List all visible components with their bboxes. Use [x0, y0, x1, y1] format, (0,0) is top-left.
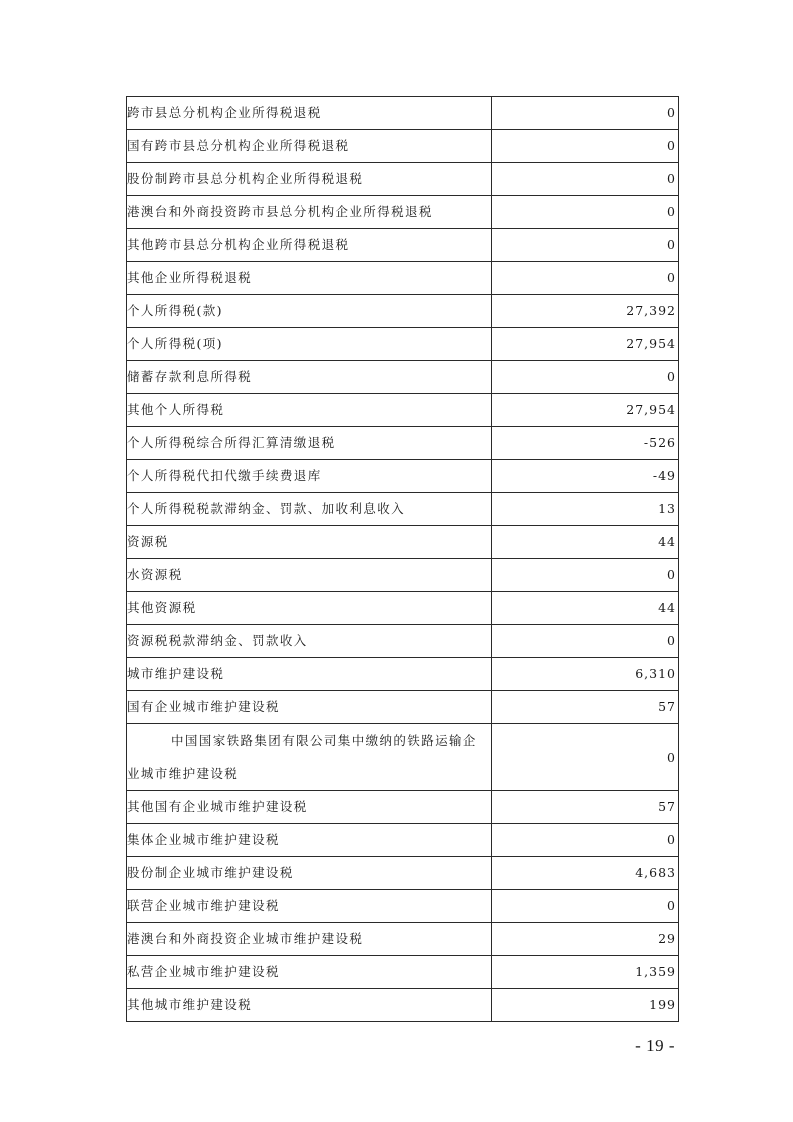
- item-name: 国有企业城市维护建设税: [127, 691, 492, 724]
- item-name: 港澳台和外商投资跨市县总分机构企业所得税退税: [127, 196, 492, 229]
- item-value: 4,683: [492, 857, 679, 890]
- item-name: 跨市县总分机构企业所得税退税: [127, 97, 492, 130]
- item-name-line1: 中国国家铁路集团有限公司集中缴纳的铁路运输企: [171, 733, 477, 748]
- item-name: 股份制企业城市维护建设税: [127, 857, 492, 890]
- page-number: - 19 -: [635, 1036, 675, 1055]
- item-value: 0: [492, 724, 679, 791]
- item-name: 资源税: [127, 526, 492, 559]
- item-name: 国有跨市县总分机构企业所得税退税: [127, 130, 492, 163]
- table-row: [127, 890, 679, 923]
- table-row: [127, 493, 679, 526]
- item-name-line2: 业城市维护建设税: [127, 766, 239, 781]
- item-name: 个人所得税代扣代缴手续费退库: [127, 460, 492, 493]
- item-value: 6,310: [492, 658, 679, 691]
- item-value: 0: [492, 559, 679, 592]
- item-value: 0: [492, 824, 679, 857]
- table-row: [127, 824, 679, 857]
- table-row: [127, 923, 679, 956]
- item-name: 股份制跨市县总分机构企业所得税退税: [127, 163, 492, 196]
- table-row: [127, 394, 679, 427]
- table-row: [127, 857, 679, 890]
- item-name: 其他国有企业城市维护建设税: [127, 791, 492, 824]
- item-name: [127, 724, 492, 791]
- table-row: [127, 427, 679, 460]
- item-value: 27,954: [492, 394, 679, 427]
- item-value: 0: [492, 262, 679, 295]
- item-name: 其他个人所得税: [127, 394, 492, 427]
- item-value: 0: [492, 229, 679, 262]
- item-value: 29: [492, 923, 679, 956]
- item-value: 0: [492, 163, 679, 196]
- item-name: 城市维护建设税: [127, 658, 492, 691]
- table-row: [127, 262, 679, 295]
- table-row: [127, 163, 679, 196]
- item-value: 44: [492, 526, 679, 559]
- item-value: 0: [492, 625, 679, 658]
- table-row: [127, 791, 679, 824]
- item-name: 水资源税: [127, 559, 492, 592]
- revenue-table-body: [127, 97, 679, 1022]
- item-value: 0: [492, 130, 679, 163]
- table-row: [127, 592, 679, 625]
- table-row: [127, 130, 679, 163]
- table-row: [127, 328, 679, 361]
- table-row: [127, 691, 679, 724]
- item-name: 个人所得税(款): [127, 295, 492, 328]
- table-row: [127, 724, 679, 791]
- item-name: 资源税税款滞纳金、罚款收入: [127, 625, 492, 658]
- table-row: [127, 625, 679, 658]
- table-row: [127, 229, 679, 262]
- item-name: 个人所得税(项): [127, 328, 492, 361]
- table-row: [127, 526, 679, 559]
- item-value: 27,392: [492, 295, 679, 328]
- item-name: 个人所得税税款滞纳金、罚款、加收利息收入: [127, 493, 492, 526]
- revenue-table: [126, 96, 679, 1022]
- item-name: 其他企业所得税退税: [127, 262, 492, 295]
- item-value: 44: [492, 592, 679, 625]
- item-value: 199: [492, 989, 679, 1022]
- item-value: 57: [492, 691, 679, 724]
- table-row: [127, 956, 679, 989]
- item-name: 个人所得税综合所得汇算清缴退税: [127, 427, 492, 460]
- item-value: 0: [492, 890, 679, 923]
- item-name: 港澳台和外商投资企业城市维护建设税: [127, 923, 492, 956]
- item-value: 0: [492, 361, 679, 394]
- item-value: 0: [492, 97, 679, 130]
- item-name: 储蓄存款利息所得税: [127, 361, 492, 394]
- table-row: [127, 559, 679, 592]
- item-value: -49: [492, 460, 679, 493]
- table-row: [127, 989, 679, 1022]
- item-value: 57: [492, 791, 679, 824]
- table-row: [127, 361, 679, 394]
- item-name: 集体企业城市维护建设税: [127, 824, 492, 857]
- item-name: 其他资源税: [127, 592, 492, 625]
- item-value: 13: [492, 493, 679, 526]
- table-row: [127, 295, 679, 328]
- item-name: 其他跨市县总分机构企业所得税退税: [127, 229, 492, 262]
- table-row: [127, 658, 679, 691]
- item-value: 27,954: [492, 328, 679, 361]
- item-name: 私营企业城市维护建设税: [127, 956, 492, 989]
- table-row: [127, 97, 679, 130]
- item-name: 其他城市维护建设税: [127, 989, 492, 1022]
- item-value: -526: [492, 427, 679, 460]
- item-value: 0: [492, 196, 679, 229]
- item-value: 1,359: [492, 956, 679, 989]
- table-row: [127, 460, 679, 493]
- table-row: [127, 196, 679, 229]
- item-name: 联营企业城市维护建设税: [127, 890, 492, 923]
